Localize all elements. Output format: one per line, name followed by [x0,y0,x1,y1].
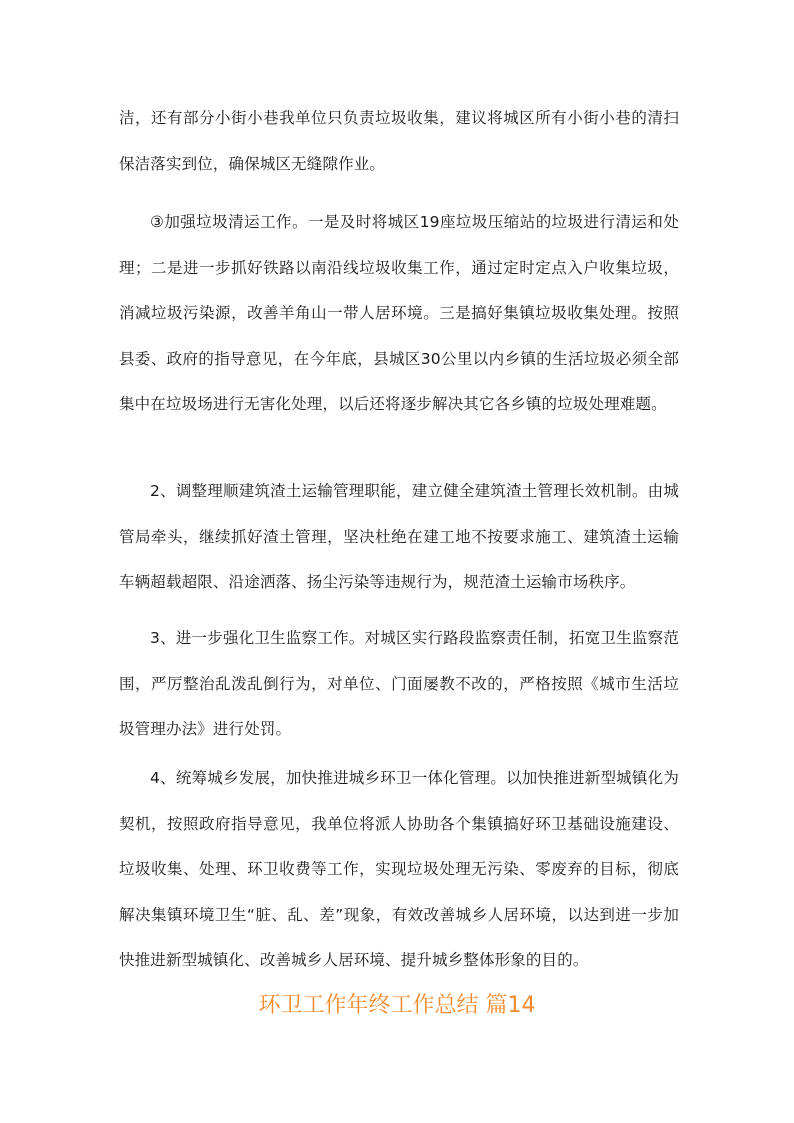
paragraph-garbage-clearance: ③加强垃圾清运工作。一是及时将城区19座垃圾压缩站的垃圾进行清运和处理；二是进一步抓好铁路以南沿线垃圾收集工作，通过定时定点入户收集垃圾，消减垃圾污染源，改善羊角山一带人居环境。三是搞好集镇垃圾收集处理。按照县委、政府的指导意见，在今年底，县城区30公里以内乡镇的生活垃圾必须全部集中在垃圾场进行无害化处理，以后还将逐步解决其它各乡镇的垃圾处理难题。 [119,213,679,413]
paragraph-urban-rural-integration: 4、统筹城乡发展，加快推进城乡环卫一体化管理。以加快推进新型城镇化为契机，按照政府指导意见，我单位将派人协助各个集镇搞好环卫基础设施建设、垃圾收集、处理、环卫收费等工作，实现垃圾处理无污染、零废弃的目标，彻底解决集镇环境卫生“脏、乱、差”现象，有效改善城乡人居环境，以达到进一步加快推进新型城镇化、改善城乡人居环境、提升城乡整体形象的目的。 [119,769,679,969]
section-heading: 环卫工作年终工作总结 篇14 [258,993,536,1018]
paragraph-continued-text: 洁，还有部分小街小巷我单位只负责垃圾收集，建议将城区所有小街小巷的清扫保洁落实到位，确保城区无缝隙作业。 [119,109,679,173]
paragraph-construction-waste: 2、调整理顺建筑渣土运输管理职能，建立健全建筑渣土管理长效机制。由城管局牵头，继续抓好渣土管理，坚决杜绝在建工地不按要求施工、建筑渣土运输车辆超载超限、沿途洒落、扬尘污染等违规行为，规范渣土运输市场秩序。 [119,482,679,591]
paragraph-sanitation-inspection: 3、进一步强化卫生监察工作。对城区实行路段监察责任制，拓宽卫生监察范围，严厉整治乱泼乱倒行为，对单位、门面屡教不改的，严格按照《城市生活垃圾管理办法》进行处罚。 [119,629,679,738]
